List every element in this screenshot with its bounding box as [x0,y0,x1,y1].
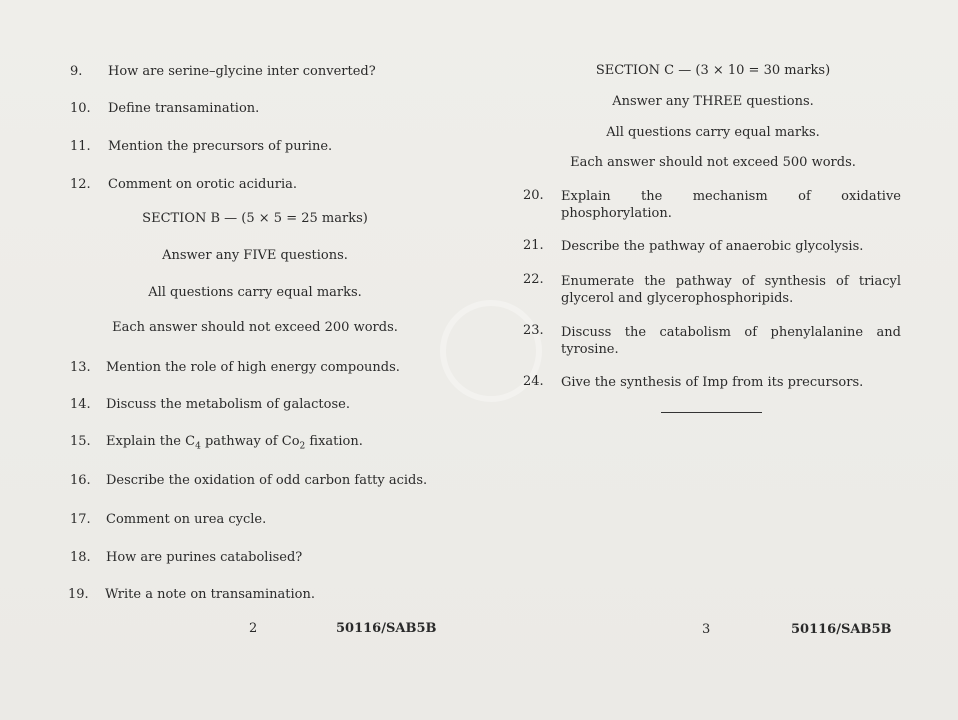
question-text: How are serine–glycine inter converted? [108,64,376,79]
section-b-instruction-1: Answer any FIVE questions. [162,248,348,263]
paper-code-right: 50116/SAB5B [791,622,892,637]
section-c-heading: SECTION C — (3 × 10 = 30 marks) [595,63,831,78]
question-text-line-2: phosphorylation. [561,206,672,221]
question-number: 9. [70,64,83,79]
section-c-instruction-2: All questions carry equal marks. [606,125,820,140]
question-text-line-1: Give the synthesis of Imp from its precursors. [561,375,864,390]
question-number: 11. [70,139,91,154]
question-number: 24. [523,374,544,389]
question-number: 10. [70,101,91,116]
question-number: 13. [70,360,91,375]
question-number: 21. [523,238,544,253]
question-number: 15. [70,434,91,449]
section-b-instruction-2: All questions carry equal marks. [148,285,362,300]
question-text: Explain the $C_4$ pathway of $Co_2$ fixation. [106,434,363,452]
question-text: Mention the precursors of purine. [108,139,333,154]
question-number: 22. [523,272,544,287]
page-number-right: 3 [702,622,711,637]
section-b-heading: SECTION B — (5 × 5 = 25 marks) [142,211,368,226]
paper-code-left: 50116/SAB5B [336,621,437,636]
question-number: 17. [70,512,91,527]
question-number: 19. [68,587,89,602]
question-number: 16. [70,473,91,488]
question-number: 23. [523,323,544,338]
question-number: 12. [70,177,91,192]
section-c-instruction-3: Each answer should not exceed 500 words. [570,155,856,170]
question-text: Define transamination. [108,101,260,116]
question-text-line-1: Describe the pathway of anaerobic glycolysis. [561,239,864,254]
question-text: Mention the role of high energy compounds. [106,360,400,375]
question-text: Discuss the metabolism of galactose. [106,397,350,412]
section-c-instruction-1: Answer any THREE questions. [612,94,814,109]
end-rule [661,412,762,413]
question-number: 20. [523,188,544,203]
question-text-line-1: Explain the mechanism of oxidative [561,189,901,204]
question-text: Comment on urea cycle. [106,512,267,527]
page-number-left: 2 [249,621,258,636]
section-b-instruction-3: Each answer should not exceed 200 words. [112,320,398,335]
question-text: Describe the oxidation of odd carbon fatty acids. [106,473,428,488]
question-number: 18. [70,550,91,565]
question-text: Comment on orotic aciduria. [108,177,297,192]
question-text-line-2: glycerol and glycerophosphoripids. [561,291,794,306]
question-text-line-2: tyrosine. [561,342,619,357]
question-text: How are purines catabolised? [106,550,303,565]
question-text: Write a note on transamination. [105,587,315,602]
question-number: 14. [70,397,91,412]
question-text-line-1: Discuss the catabolism of phenylalanine and [561,325,901,340]
question-text-line-1: Enumerate the pathway of synthesis of triacyl [561,274,901,289]
